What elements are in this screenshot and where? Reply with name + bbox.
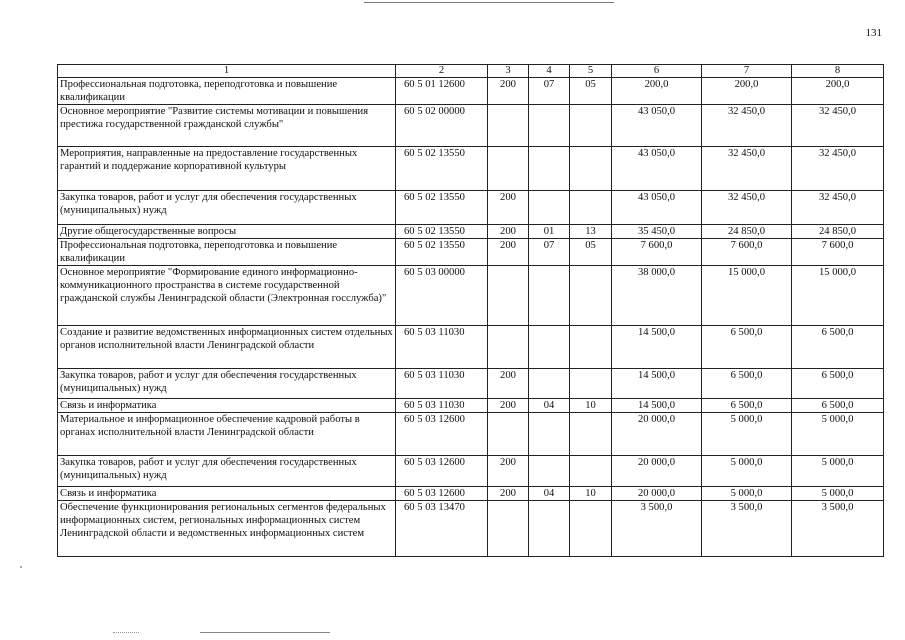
row-expense-type [488, 105, 529, 147]
row-value-2: 5 000,0 [702, 487, 792, 501]
row-subsection [570, 456, 612, 487]
row-section [529, 501, 570, 557]
row-value-1: 43 050,0 [612, 147, 702, 191]
row-section: 07 [529, 78, 570, 105]
column-header: 7 [702, 65, 792, 78]
row-code: 60 5 03 12600 [396, 413, 488, 456]
row-subsection [570, 105, 612, 147]
row-section [529, 105, 570, 147]
row-section [529, 266, 570, 326]
row-value-3: 32 450,0 [792, 191, 884, 225]
table-row [58, 191, 884, 225]
row-value-1: 14 500,0 [612, 399, 702, 413]
scan-speck [20, 566, 22, 568]
row-value-1: 3 500,0 [612, 501, 702, 557]
row-value-2: 32 450,0 [702, 191, 792, 225]
row-code: 60 5 02 13550 [396, 239, 488, 266]
budget-table [57, 64, 884, 557]
row-section [529, 326, 570, 369]
row-value-1: 38 000,0 [612, 266, 702, 326]
row-expense-type: 200 [488, 191, 529, 225]
table-row [58, 239, 884, 266]
column-header: 2 [396, 65, 488, 78]
row-value-1: 43 050,0 [612, 105, 702, 147]
row-value-2: 7 600,0 [702, 239, 792, 266]
row-value-3: 6 500,0 [792, 399, 884, 413]
row-value-2: 6 500,0 [702, 399, 792, 413]
row-name: Связь и информатика [58, 487, 396, 501]
row-value-3: 32 450,0 [792, 105, 884, 147]
row-name: Другие общегосударственные вопросы [58, 225, 396, 239]
row-section [529, 147, 570, 191]
table-row [58, 78, 884, 105]
row-value-2: 32 450,0 [702, 147, 792, 191]
row-code: 60 5 01 12600 [396, 78, 488, 105]
row-value-1: 35 450,0 [612, 225, 702, 239]
row-value-3: 15 000,0 [792, 266, 884, 326]
row-value-2: 32 450,0 [702, 105, 792, 147]
table-row [58, 105, 884, 147]
row-subsection [570, 369, 612, 399]
column-header: 4 [529, 65, 570, 78]
row-value-3: 3 500,0 [792, 501, 884, 557]
row-value-2: 5 000,0 [702, 413, 792, 456]
row-subsection: 10 [570, 399, 612, 413]
row-name: Обеспечение функционирования региональных сегментов федеральных информационных систем, региональных информационных систем Ленинградской области и ведомственных информационных систем [58, 501, 396, 557]
row-subsection [570, 191, 612, 225]
row-value-1: 20 000,0 [612, 456, 702, 487]
row-value-1: 7 600,0 [612, 239, 702, 266]
row-name: Основное мероприятие "Развитие системы мотивации и повышения престижа государственной гражданской службы" [58, 105, 396, 147]
row-value-2: 6 500,0 [702, 326, 792, 369]
row-section: 01 [529, 225, 570, 239]
table-row [58, 487, 884, 501]
row-expense-type [488, 413, 529, 456]
row-code: 60 5 03 11030 [396, 399, 488, 413]
table-row [58, 326, 884, 369]
table-row [58, 266, 884, 326]
row-expense-type: 200 [488, 225, 529, 239]
row-value-1: 20 000,0 [612, 413, 702, 456]
row-code: 60 5 03 13470 [396, 501, 488, 557]
row-name: Создание и развитие ведомственных информационных систем отдельных органов исполнительной власти Ленинградской области [58, 326, 396, 369]
row-code: 60 5 03 00000 [396, 266, 488, 326]
top-rule [364, 2, 614, 3]
table-row [58, 147, 884, 191]
row-subsection [570, 501, 612, 557]
row-expense-type [488, 147, 529, 191]
row-value-1: 14 500,0 [612, 326, 702, 369]
row-name: Основное мероприятие "Формирование единого информационно-коммуникационного пространства в системе государственной гражданской службы Ленинградской области (Электронная госслужба)" [58, 266, 396, 326]
column-number-header [58, 65, 884, 78]
row-expense-type: 200 [488, 456, 529, 487]
row-value-3: 5 000,0 [792, 413, 884, 456]
row-subsection: 10 [570, 487, 612, 501]
row-name: Мероприятия, направленные на предоставление государственных гарантий и поддержание корпоративной культуры [58, 147, 396, 191]
row-value-3: 32 450,0 [792, 147, 884, 191]
row-value-3: 6 500,0 [792, 369, 884, 399]
row-code: 60 5 02 00000 [396, 105, 488, 147]
page-number: 131 [865, 27, 882, 39]
row-expense-type [488, 266, 529, 326]
row-subsection: 13 [570, 225, 612, 239]
row-section [529, 191, 570, 225]
row-name: Связь и информатика [58, 399, 396, 413]
row-expense-type: 200 [488, 399, 529, 413]
row-name: Закупка товаров, работ и услуг для обеспечения государственных (муниципальных) нужд [58, 191, 396, 225]
row-value-3: 200,0 [792, 78, 884, 105]
row-value-2: 6 500,0 [702, 369, 792, 399]
row-subsection: 05 [570, 78, 612, 105]
row-subsection [570, 266, 612, 326]
row-code: 60 5 03 11030 [396, 369, 488, 399]
table-row [58, 501, 884, 557]
row-section: 07 [529, 239, 570, 266]
bottom-rule-short [113, 632, 139, 633]
row-value-3: 5 000,0 [792, 456, 884, 487]
table-row [58, 399, 884, 413]
column-header: 3 [488, 65, 529, 78]
row-name: Закупка товаров, работ и услуг для обеспечения государственных (муниципальных) нужд [58, 369, 396, 399]
row-value-2: 200,0 [702, 78, 792, 105]
row-name: Закупка товаров, работ и услуг для обеспечения государственных (муниципальных) нужд [58, 456, 396, 487]
row-name: Материальное и информационное обеспечение кадровой работы в органах исполнительной власти Ленинградской области [58, 413, 396, 456]
row-value-2: 5 000,0 [702, 456, 792, 487]
row-value-1: 43 050,0 [612, 191, 702, 225]
table-row [58, 369, 884, 399]
table-row [58, 456, 884, 487]
row-section [529, 456, 570, 487]
row-value-1: 14 500,0 [612, 369, 702, 399]
bottom-rule [200, 632, 330, 633]
column-header: 1 [58, 65, 396, 78]
row-section: 04 [529, 399, 570, 413]
row-expense-type: 200 [488, 78, 529, 105]
table-row [58, 225, 884, 239]
row-code: 60 5 03 12600 [396, 456, 488, 487]
column-header: 6 [612, 65, 702, 78]
row-expense-type: 200 [488, 239, 529, 266]
row-expense-type [488, 501, 529, 557]
row-value-3: 7 600,0 [792, 239, 884, 266]
row-expense-type [488, 326, 529, 369]
row-code: 60 5 03 12600 [396, 487, 488, 501]
row-name: Профессиональная подготовка, переподготовка и повышение квалификации [58, 239, 396, 266]
row-section [529, 413, 570, 456]
row-value-2: 15 000,0 [702, 266, 792, 326]
row-value-3: 5 000,0 [792, 487, 884, 501]
row-code: 60 5 03 11030 [396, 326, 488, 369]
row-subsection [570, 147, 612, 191]
table-row [58, 413, 884, 456]
column-header: 5 [570, 65, 612, 78]
row-value-2: 24 850,0 [702, 225, 792, 239]
row-value-1: 20 000,0 [612, 487, 702, 501]
row-subsection: 05 [570, 239, 612, 266]
column-header: 8 [792, 65, 884, 78]
row-subsection [570, 326, 612, 369]
row-code: 60 5 02 13550 [396, 225, 488, 239]
row-section: 04 [529, 487, 570, 501]
row-expense-type: 200 [488, 369, 529, 399]
row-value-2: 3 500,0 [702, 501, 792, 557]
row-code: 60 5 02 13550 [396, 147, 488, 191]
row-expense-type: 200 [488, 487, 529, 501]
row-value-3: 24 850,0 [792, 225, 884, 239]
row-name: Профессиональная подготовка, переподготовка и повышение квалификации [58, 78, 396, 105]
row-subsection [570, 413, 612, 456]
row-value-3: 6 500,0 [792, 326, 884, 369]
row-code: 60 5 02 13550 [396, 191, 488, 225]
row-section [529, 369, 570, 399]
row-value-1: 200,0 [612, 78, 702, 105]
